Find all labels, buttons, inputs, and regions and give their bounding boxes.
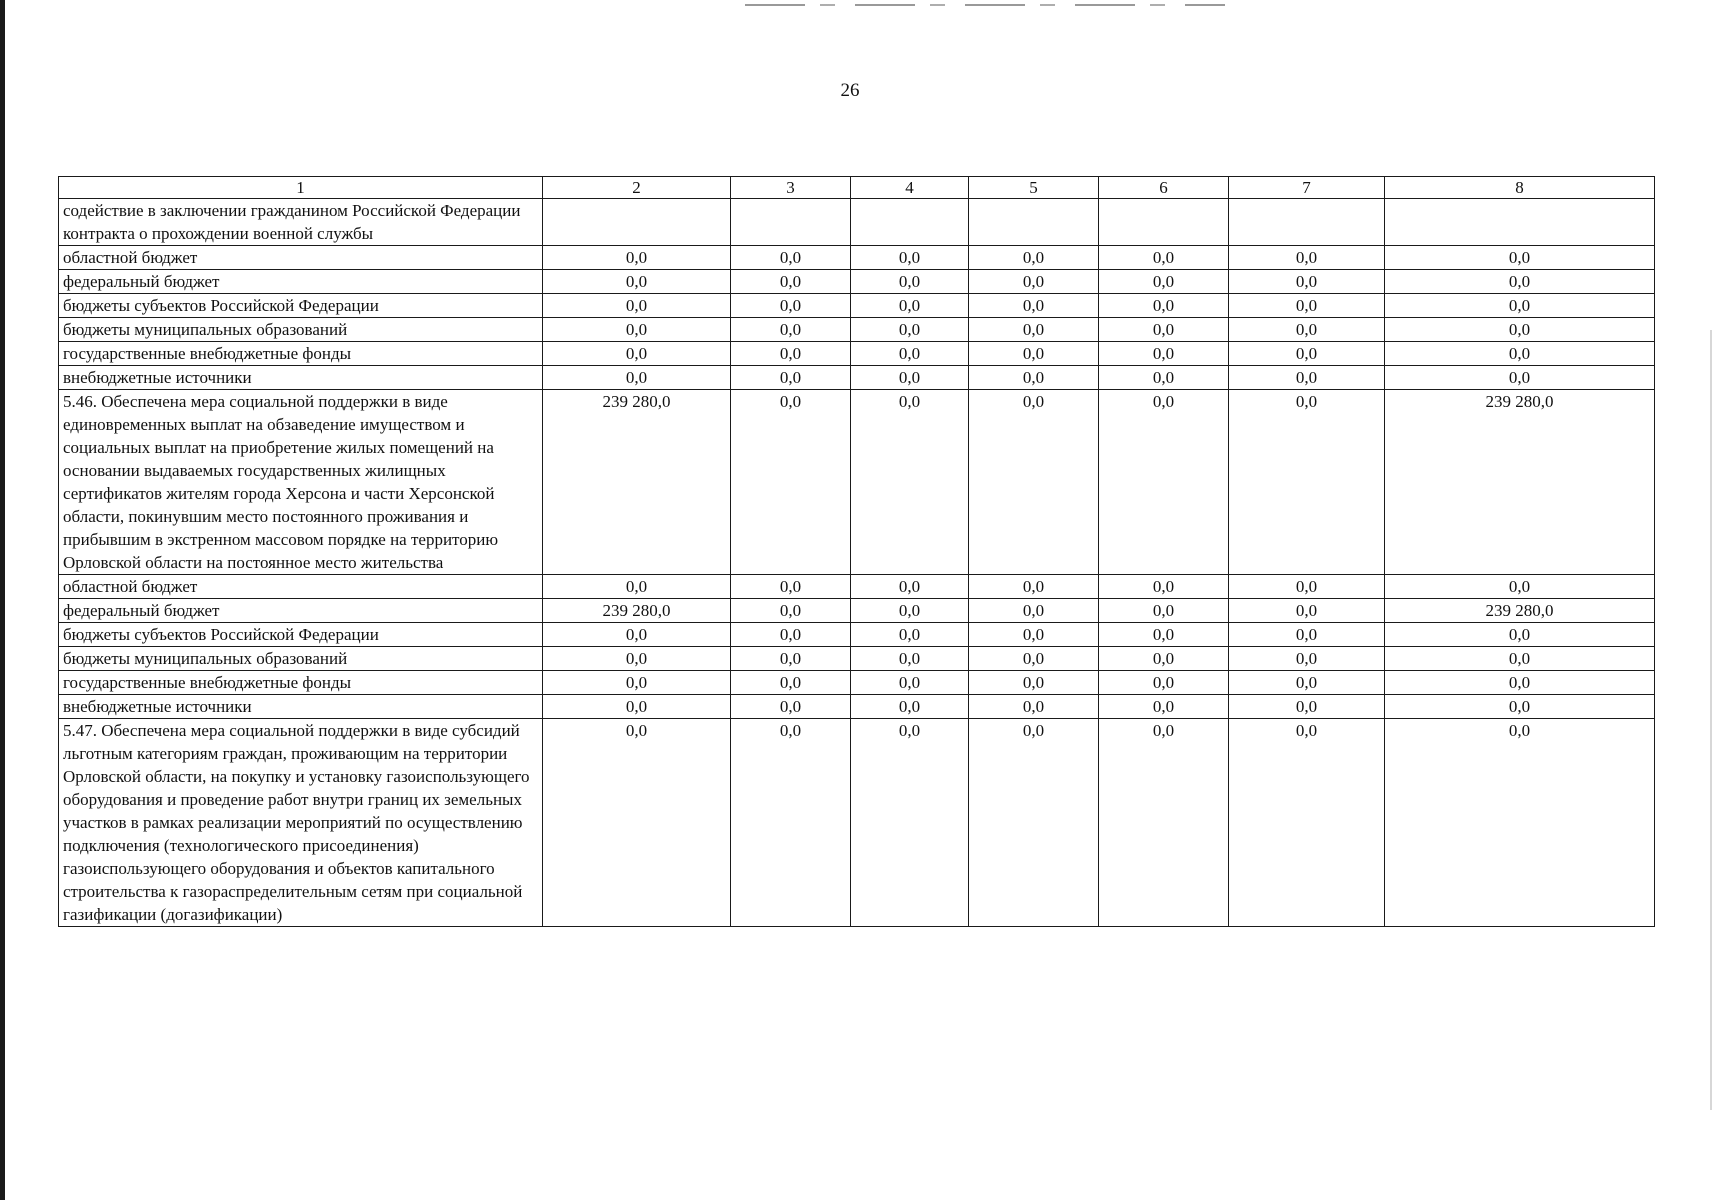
value-cell: 0,0 <box>851 342 969 366</box>
section-row <box>59 390 1655 575</box>
value-cell: 0,0 <box>1229 599 1385 623</box>
value-cell: 0,0 <box>851 695 969 719</box>
table-row <box>59 270 1655 294</box>
value-cell: 0,0 <box>1385 647 1655 671</box>
value-cell: 0,0 <box>1099 246 1229 270</box>
value-cell: 0,0 <box>969 246 1099 270</box>
value-cell: 0,0 <box>1229 647 1385 671</box>
value-cell: 0,0 <box>851 246 969 270</box>
value-cell: 0,0 <box>1385 294 1655 318</box>
value-cell: 0,0 <box>1385 246 1655 270</box>
row-label: бюджеты муниципальных образований <box>59 647 543 671</box>
scan-left-edge <box>0 0 5 1200</box>
value-cell: 0,0 <box>1099 318 1229 342</box>
value-cell: 0,0 <box>1099 647 1229 671</box>
table-row <box>59 695 1655 719</box>
section-title: 5.47. Обеспечена мера социальной поддержки в виде субсидий льготным категориям граждан, проживающим на территории Орловской области, на покупку и установку газоиспользующего оборудования и проведение работ внутри границ их земельных участков в рамках реализации мероприятий по осуществлению подключения (технологического присоединения) газоиспользующего оборудования и объектов капитального строительства к газораспределительным сетям при социальной газификации (догазификации) <box>59 719 543 927</box>
value-cell: 0,0 <box>543 575 731 599</box>
table-row <box>59 246 1655 270</box>
value-cell: 0,0 <box>1229 366 1385 390</box>
table-row <box>59 366 1655 390</box>
value-cell: 0,0 <box>1229 390 1385 575</box>
value-cell: 0,0 <box>1229 342 1385 366</box>
value-cell: 0,0 <box>731 270 851 294</box>
value-cell: 0,0 <box>731 599 851 623</box>
value-cell: 0,0 <box>969 294 1099 318</box>
value-cell: 0,0 <box>969 318 1099 342</box>
section-title: содействие в заключении гражданином Российской Федерации контракта о прохождении военной службы <box>59 199 543 246</box>
value-cell: 0,0 <box>1099 390 1229 575</box>
row-label: бюджеты субъектов Российской Федерации <box>59 294 543 318</box>
value-cell: 0,0 <box>1099 342 1229 366</box>
table-row <box>59 671 1655 695</box>
row-label: внебюджетные источники <box>59 366 543 390</box>
row-label: бюджеты муниципальных образований <box>59 318 543 342</box>
column-header: 3 <box>731 177 851 199</box>
value-cell <box>1099 199 1229 246</box>
value-cell: 0,0 <box>969 366 1099 390</box>
table-row <box>59 599 1655 623</box>
section-row <box>59 719 1655 927</box>
value-cell: 0,0 <box>1385 342 1655 366</box>
value-cell: 0,0 <box>1229 623 1385 647</box>
column-header: 6 <box>1099 177 1229 199</box>
value-cell: 0,0 <box>851 318 969 342</box>
value-cell: 0,0 <box>1229 318 1385 342</box>
value-cell: 0,0 <box>543 342 731 366</box>
table-row <box>59 294 1655 318</box>
column-header: 1 <box>59 177 543 199</box>
value-cell: 0,0 <box>851 719 969 927</box>
value-cell: 0,0 <box>969 575 1099 599</box>
column-header: 4 <box>851 177 969 199</box>
value-cell: 0,0 <box>969 623 1099 647</box>
value-cell: 0,0 <box>851 270 969 294</box>
value-cell: 0,0 <box>543 246 731 270</box>
value-cell: 0,0 <box>969 719 1099 927</box>
table-header-row <box>59 177 1655 199</box>
value-cell: 0,0 <box>731 695 851 719</box>
value-cell: 0,0 <box>1229 695 1385 719</box>
value-cell <box>1385 199 1655 246</box>
value-cell: 0,0 <box>1229 575 1385 599</box>
value-cell: 0,0 <box>1385 671 1655 695</box>
section-title: 5.46. Обеспечена мера социальной поддержки в виде единовременных выплат на обзаведение имуществом и социальных выплат на приобретение жилых помещений на основании выдаваемых государственных жилищных сертификатов жителям города Херсона и части Херсонской области, покинувшим место постоянного проживания и прибывшим в экстренном массовом порядке на территорию Орловской области на постоянное место жительства <box>59 390 543 575</box>
column-header: 8 <box>1385 177 1655 199</box>
value-cell: 0,0 <box>1229 246 1385 270</box>
value-cell: 0,0 <box>851 671 969 695</box>
value-cell: 0,0 <box>1099 599 1229 623</box>
value-cell: 0,0 <box>851 366 969 390</box>
value-cell: 0,0 <box>851 599 969 623</box>
value-cell: 0,0 <box>731 342 851 366</box>
value-cell: 239 280,0 <box>543 599 731 623</box>
value-cell: 0,0 <box>543 623 731 647</box>
value-cell: 0,0 <box>851 647 969 671</box>
value-cell: 0,0 <box>731 647 851 671</box>
value-cell: 0,0 <box>969 695 1099 719</box>
value-cell: 0,0 <box>1229 294 1385 318</box>
value-cell <box>1229 199 1385 246</box>
budget-table <box>58 176 1655 927</box>
value-cell: 0,0 <box>1099 695 1229 719</box>
value-cell: 0,0 <box>851 390 969 575</box>
column-header: 7 <box>1229 177 1385 199</box>
value-cell: 0,0 <box>543 671 731 695</box>
value-cell: 0,0 <box>1229 719 1385 927</box>
scan-top-artifact <box>745 4 1225 6</box>
row-label: внебюджетные источники <box>59 695 543 719</box>
value-cell: 0,0 <box>969 599 1099 623</box>
value-cell: 0,0 <box>1385 318 1655 342</box>
column-header: 2 <box>543 177 731 199</box>
value-cell: 0,0 <box>1385 719 1655 927</box>
value-cell: 0,0 <box>969 647 1099 671</box>
value-cell: 0,0 <box>1385 270 1655 294</box>
row-label: федеральный бюджет <box>59 599 543 623</box>
column-header: 5 <box>969 177 1099 199</box>
value-cell: 0,0 <box>731 294 851 318</box>
value-cell <box>731 199 851 246</box>
row-label: бюджеты субъектов Российской Федерации <box>59 623 543 647</box>
value-cell: 0,0 <box>969 390 1099 575</box>
value-cell: 0,0 <box>543 719 731 927</box>
value-cell: 0,0 <box>543 270 731 294</box>
value-cell: 0,0 <box>543 647 731 671</box>
table-row <box>59 575 1655 599</box>
row-label: областной бюджет <box>59 575 543 599</box>
value-cell: 0,0 <box>1099 623 1229 647</box>
value-cell: 0,0 <box>851 575 969 599</box>
value-cell <box>851 199 969 246</box>
value-cell: 0,0 <box>731 246 851 270</box>
value-cell: 0,0 <box>731 390 851 575</box>
value-cell: 0,0 <box>1229 671 1385 695</box>
value-cell: 239 280,0 <box>543 390 731 575</box>
page-number: 26 <box>840 80 860 101</box>
table-row <box>59 342 1655 366</box>
row-label: федеральный бюджет <box>59 270 543 294</box>
value-cell: 0,0 <box>1099 671 1229 695</box>
value-cell: 0,0 <box>1385 575 1655 599</box>
value-cell: 0,0 <box>731 366 851 390</box>
value-cell: 0,0 <box>543 695 731 719</box>
value-cell: 0,0 <box>851 294 969 318</box>
value-cell: 0,0 <box>1099 294 1229 318</box>
value-cell: 0,0 <box>1385 695 1655 719</box>
table-row <box>59 318 1655 342</box>
value-cell: 0,0 <box>543 318 731 342</box>
table-body <box>59 177 1655 927</box>
value-cell: 0,0 <box>731 719 851 927</box>
value-cell: 0,0 <box>969 671 1099 695</box>
value-cell <box>969 199 1099 246</box>
value-cell: 0,0 <box>731 623 851 647</box>
row-label: государственные внебюджетные фонды <box>59 671 543 695</box>
value-cell: 0,0 <box>851 623 969 647</box>
value-cell: 0,0 <box>1385 623 1655 647</box>
table-row <box>59 623 1655 647</box>
value-cell: 0,0 <box>1385 366 1655 390</box>
row-label: государственные внебюджетные фонды <box>59 342 543 366</box>
value-cell: 0,0 <box>543 366 731 390</box>
value-cell: 0,0 <box>731 318 851 342</box>
value-cell: 0,0 <box>969 342 1099 366</box>
value-cell: 239 280,0 <box>1385 599 1655 623</box>
value-cell: 0,0 <box>1229 270 1385 294</box>
value-cell: 239 280,0 <box>1385 390 1655 575</box>
value-cell: 0,0 <box>1099 719 1229 927</box>
value-cell: 0,0 <box>1099 270 1229 294</box>
value-cell: 0,0 <box>1099 366 1229 390</box>
value-cell: 0,0 <box>543 294 731 318</box>
table-row <box>59 647 1655 671</box>
value-cell: 0,0 <box>731 671 851 695</box>
value-cell <box>543 199 731 246</box>
value-cell: 0,0 <box>731 575 851 599</box>
value-cell: 0,0 <box>969 270 1099 294</box>
section-row <box>59 199 1655 246</box>
row-label: областной бюджет <box>59 246 543 270</box>
value-cell: 0,0 <box>1099 575 1229 599</box>
